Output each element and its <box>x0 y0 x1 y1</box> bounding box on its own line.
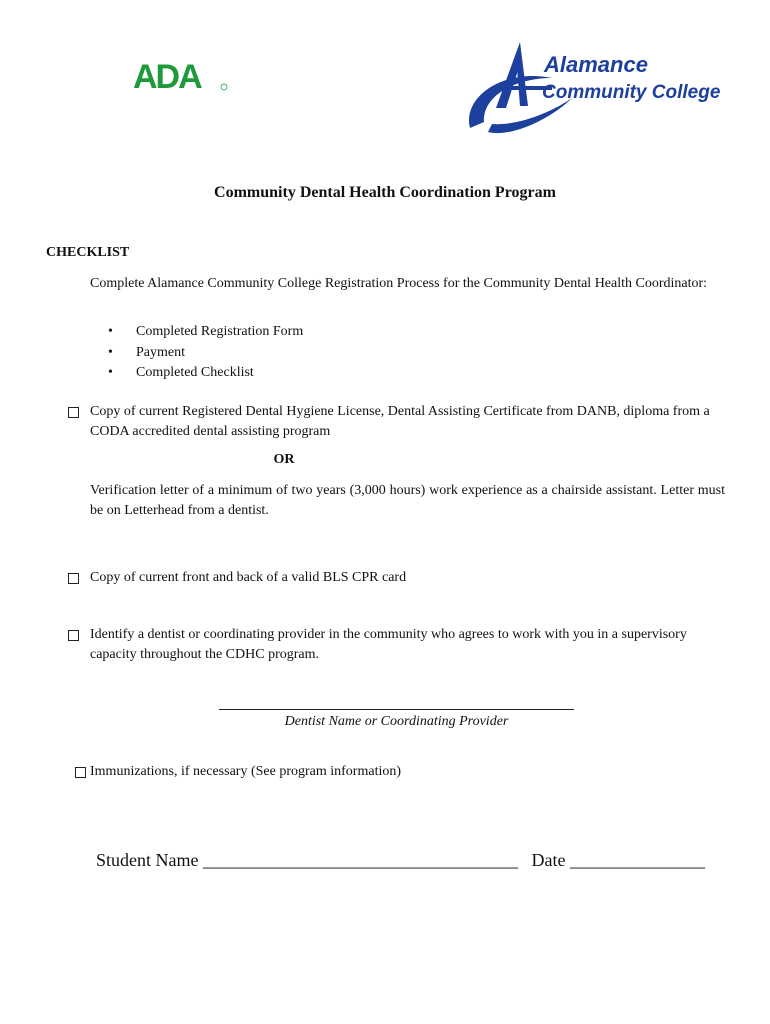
college-logo <box>462 38 721 138</box>
bullet-list <box>108 322 303 384</box>
dentist-name-label: Dentist Name or Coordinating Provider <box>284 714 509 729</box>
document-title: Community Dental Health Coordination Program <box>214 184 556 201</box>
bullet-icon: • <box>108 344 113 360</box>
college-logo-line1: Alamance <box>544 52 648 77</box>
checkbox-cpr[interactable] <box>68 573 79 584</box>
item-dentist-text: Identify a dentist or coordinating provider in the community who agrees to work with you in a supervisory capacity throughout the CDHC program. <box>90 627 687 662</box>
student-name-blank[interactable]: ___________________________________ <box>202 850 518 870</box>
bullet-icon: • <box>108 365 113 380</box>
student-name-label: Student Name <box>96 850 199 870</box>
date-label: Date <box>531 850 566 870</box>
college-logo-line2: Community College <box>542 82 721 103</box>
item-license-text: Copy of current Registered Dental Hygiene License, Dental Assisting Certificate from DANB, diploma from a CODA accredited dental assisting program <box>90 404 710 439</box>
bullet-icon: • <box>108 324 113 339</box>
student-date-row <box>96 850 705 871</box>
list-item <box>108 322 303 343</box>
ada-logo-text: ADA <box>133 58 201 96</box>
dentist-name-line[interactable] <box>219 709 574 710</box>
bullet-text: Completed Checklist <box>136 365 254 380</box>
ada-logo <box>131 56 231 96</box>
item-immunizations-text: Immunizations, if necessary (See program information) <box>90 764 402 779</box>
item-cpr-text: Copy of current front and back of a valid BLS CPR card <box>90 570 407 585</box>
date-blank[interactable]: _______________ <box>569 850 705 870</box>
checkbox-license[interactable] <box>68 407 79 418</box>
checkbox-dentist[interactable] <box>68 630 79 641</box>
bullet-text: Completed Registration Form <box>136 324 304 339</box>
checklist-heading: CHECKLIST <box>46 245 130 260</box>
intro-paragraph: Complete Alamance Community College Registration Process for the Community Dental Health Coordinator: <box>90 276 708 291</box>
or-divider: OR <box>273 452 295 467</box>
checkbox-immunizations[interactable] <box>75 767 86 778</box>
list-item <box>108 343 303 364</box>
verification-paragraph: Verification letter of a minimum of two years (3,000 hours) work experience as a chairside assistant. Letter must be on Letterhead from a dentist. <box>90 483 725 518</box>
bullet-text: Payment <box>136 344 185 360</box>
list-item <box>108 363 303 384</box>
